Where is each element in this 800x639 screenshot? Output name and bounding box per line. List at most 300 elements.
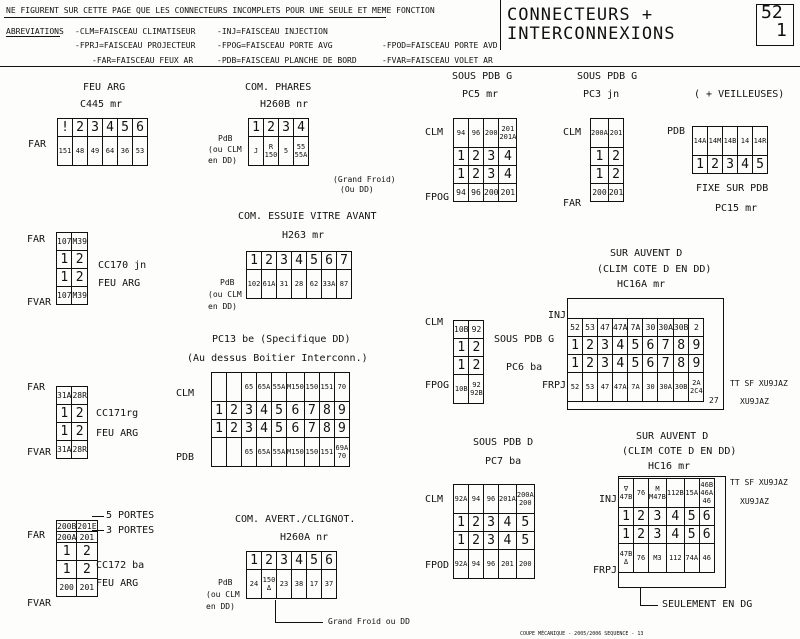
pc15-fixed: FIXE SUR PDB — [696, 183, 769, 194]
connector-cell: 5 — [272, 420, 287, 438]
connector-cell: 92A — [454, 485, 469, 514]
connector-cell: 3 — [649, 508, 667, 526]
connector-cell: 7A — [628, 319, 643, 337]
connector-cell: 200A 200 — [516, 485, 534, 514]
connector-cell: 2A 2C4 — [689, 373, 704, 402]
phares-side-1: PdB — [218, 134, 233, 143]
connector-cell: 36 — [118, 137, 133, 166]
hc16-frpj: FRPJ — [593, 565, 618, 576]
essuie-side-2: (ou CLM — [208, 290, 242, 299]
pc5-clm: CLM — [425, 127, 444, 138]
connector-cell: 24 — [247, 570, 262, 599]
connector-cell: 28 — [292, 270, 307, 299]
connector-cell: 5 — [516, 514, 534, 532]
connector-cell: 1 — [247, 552, 262, 570]
connector-cell: 200 — [484, 119, 499, 148]
connector-cell: 5 — [516, 532, 534, 550]
cc172-fvar: FVAR — [27, 598, 52, 609]
connector-cell: 107 — [57, 287, 72, 305]
avert-title: COM. AVERT./CLIGNOT. — [235, 514, 356, 525]
connector-cell: 8 — [673, 355, 688, 373]
connector-cell: 33A — [322, 270, 337, 299]
phares-side-3: en DD) — [208, 156, 237, 165]
feu-connector — [57, 118, 148, 166]
hc16-lead-v — [640, 588, 641, 605]
connector-cell: 30A — [658, 319, 673, 337]
cc172-3p-lead — [92, 530, 104, 531]
connector-cell: 3 — [723, 156, 738, 174]
connector-cell: 2 — [689, 319, 704, 337]
pc3-far: FAR — [563, 198, 582, 209]
hc16-note: SEULEMENT EN DG — [662, 599, 753, 610]
connector-cell — [212, 438, 227, 467]
pc7-clm: CLM — [425, 494, 444, 505]
pc13-title: PC13 be (Specifique DD) — [212, 334, 351, 345]
cc171-title: CC171rg — [96, 408, 139, 419]
connector-cell: 47A — [613, 373, 628, 402]
pc13-pdb: PDB — [176, 452, 195, 463]
connector-cell: 1 — [454, 339, 469, 357]
hc16-inj: INJ — [599, 494, 618, 505]
connector-cell: 30B — [673, 373, 688, 402]
hc16-tt-sf: TT SF XU9JAZ — [730, 478, 788, 487]
connector-cell: 4 — [294, 119, 309, 137]
connector-cell: 5 — [272, 402, 287, 420]
connector-cell: 4 — [257, 420, 272, 438]
connector-cell: 112B — [666, 479, 684, 508]
pc6-title: SOUS PDB G — [494, 334, 555, 345]
phares-ref: H260B nr — [260, 99, 309, 110]
connector-cell: 92 — [469, 321, 484, 339]
abbrev-inj: -INJ=FAISCEAU INJECTION — [217, 27, 328, 36]
connector-cell: 23 — [277, 570, 292, 599]
connector-cell: 1 — [249, 119, 264, 137]
connector-cell: 31A — [57, 387, 72, 405]
connector-cell: 1 — [57, 561, 77, 579]
avert-lead-v — [275, 600, 276, 622]
connector-cell: 30 — [643, 319, 658, 337]
abbrev-clm: -CLM=FAISCEAU CLIMATISEUR — [75, 27, 196, 36]
connector-cell: 28R — [72, 441, 87, 459]
connector-cell: 65A — [257, 373, 272, 402]
connector-cell: 3 — [484, 148, 499, 166]
connector-cell: 46B 46A 46 — [699, 479, 714, 508]
connector-cell: 53 — [133, 137, 148, 166]
connector-cell: 200A — [591, 119, 609, 148]
cc172-subtitle: FEU ARG — [96, 578, 139, 589]
hc16a-27: 27 — [709, 396, 719, 405]
connector-cell: 200 — [57, 579, 77, 597]
connector-cell: 96 — [484, 485, 499, 514]
cc172-far: FAR — [27, 530, 46, 541]
connector-cell: 1 — [57, 423, 72, 441]
abbrev-pdb: -PDB=FAISCEAU PLANCHE DE BORD — [217, 56, 357, 65]
connector-cell: 3 — [242, 420, 257, 438]
connector-cell: 2 — [72, 423, 87, 441]
connector-cell: 28R — [72, 387, 87, 405]
connector-cell: 7 — [658, 337, 673, 355]
connector-cell: 1 — [57, 543, 77, 561]
connector-cell: 4 — [499, 148, 517, 166]
connector-cell: 7 — [304, 402, 319, 420]
connector-cell: 92 92B — [469, 375, 484, 404]
connector-cell: 2 — [77, 543, 97, 561]
connector-cell: 1 — [57, 251, 72, 269]
connector-cell: 2 — [72, 405, 87, 423]
connector-cell: 8 — [673, 337, 688, 355]
pc15-connector — [692, 126, 768, 174]
connector-cell: 6 — [643, 355, 658, 373]
connector-cell: 1 — [568, 355, 583, 373]
connector-cell: 3 — [484, 166, 499, 184]
connector-cell: 1 — [212, 420, 227, 438]
connector-cell: 102 — [247, 270, 262, 299]
connector-cell: 4 — [738, 156, 753, 174]
hc16-lead-h — [640, 605, 658, 606]
connector-cell: 94 — [454, 119, 469, 148]
hc16a-subtitle: (CLIM COTE D EN DD) — [597, 264, 712, 275]
connector-cell: 2 — [583, 337, 598, 355]
connector-cell: 64 — [103, 137, 118, 166]
connector-cell: 47 — [598, 373, 613, 402]
connector-cell: 48 — [73, 137, 88, 166]
connector-cell: M150 — [287, 373, 305, 402]
connector-cell: 201 — [608, 119, 623, 148]
connector-cell: 94 — [454, 184, 469, 202]
phares-side-2: (ou CLM — [208, 145, 242, 154]
phares-note-2: (Ou DD) — [340, 185, 374, 194]
connector-cell: M150 — [287, 438, 305, 467]
connector-cell: 200 — [591, 184, 609, 202]
cc172-connector — [56, 520, 98, 597]
connector-cell: 150 — [304, 438, 319, 467]
cc171-connector — [56, 386, 88, 459]
pc5-connector — [453, 118, 517, 202]
essuie-title: COM. ESSUIE VITRE AVANT — [238, 211, 377, 222]
abbrev-fpog: -FPOG=FAISCEAU PORTE AVG — [217, 41, 333, 50]
connector-cell: 151 — [319, 373, 334, 402]
hc16a-frpj: FRPJ — [542, 380, 567, 391]
title-divider — [500, 0, 501, 50]
phares-title: COM. PHARES — [245, 82, 312, 93]
phares-note-1: (Grand Froid) — [333, 175, 396, 184]
connector-cell: 2 — [469, 532, 484, 550]
abbrev-fvar: -FVAR=FAISCEAU VOLET AR — [382, 56, 493, 65]
cc172-title: CC172 ba — [96, 560, 145, 571]
connector-cell: 14 — [738, 127, 753, 156]
connector-cell: M3 — [649, 544, 667, 573]
pc15-ref: PC15 mr — [715, 203, 758, 214]
connector-cell: 2 — [77, 561, 97, 579]
connector-cell: 151 — [58, 137, 73, 166]
connector-cell: 65A — [257, 438, 272, 467]
connector-cell: 200 — [484, 184, 499, 202]
connector-cell: 47A — [613, 319, 628, 337]
pc5-title: SOUS PDB G — [452, 71, 513, 82]
connector-cell: 2 — [73, 119, 88, 137]
pc13-connector — [211, 372, 350, 467]
connector-cell: ∇ 47B — [619, 479, 634, 508]
hc16a-xu9jaz: XU9JAZ — [740, 397, 769, 406]
connector-cell: 9 — [689, 355, 704, 373]
hc16-xu9jaz: XU9JAZ — [740, 497, 769, 506]
connector-cell: 4 — [499, 166, 517, 184]
essuie-connector — [246, 251, 352, 299]
notice-text: NE FIGURENT SUR CETTE PAGE QUE LES CONNECTEURS INCOMPLETS POUR UNE SEULE ET MEME FONCTION — [6, 6, 435, 15]
connector-cell: 150 Δ — [262, 570, 277, 599]
connector-cell: 5 — [628, 337, 643, 355]
connector-cell: 14B — [723, 127, 738, 156]
pc6-clm: CLM — [425, 317, 444, 328]
cc170-title: CC170 jn — [98, 260, 147, 271]
connector-cell: 6 — [322, 252, 337, 270]
connector-cell — [227, 438, 242, 467]
connector-cell: 1 — [693, 156, 708, 174]
connector-cell: 87 — [337, 270, 352, 299]
connector-cell: 3 — [484, 532, 499, 550]
connector-cell: 4 — [499, 532, 517, 550]
connector-cell: 2 — [469, 357, 484, 375]
connector-cell: 47 — [598, 319, 613, 337]
pc7-title: SOUS PDB D — [473, 437, 534, 448]
connector-cell: 96 — [469, 184, 484, 202]
pc13-clm: CLM — [176, 388, 195, 399]
connector-cell: 201E — [77, 521, 97, 531]
pc7-fpod: FPOD — [425, 560, 450, 571]
connector-cell: 5 — [307, 252, 322, 270]
connector-cell: 150 — [304, 373, 319, 402]
connector-cell: 4 — [103, 119, 118, 137]
connector-cell: 3 — [279, 119, 294, 137]
connector-cell: 55A — [272, 438, 287, 467]
avert-lead-h — [275, 622, 323, 623]
connector-cell: 5 — [118, 119, 133, 137]
connector-cell: 2 — [72, 269, 87, 287]
connector-cell: 94 — [469, 550, 484, 579]
connector-cell: 2 — [227, 420, 242, 438]
connector-cell: 65 — [242, 438, 257, 467]
hc16a-inj: INJ — [548, 310, 567, 321]
connector-cell: 55 55A — [294, 137, 309, 166]
connector-cell: 4 — [292, 252, 307, 270]
cc172-5portes: 5 PORTES — [106, 510, 155, 521]
cc170-subtitle: FEU ARG — [98, 278, 141, 289]
connector-cell: 52 — [568, 319, 583, 337]
connector-cell: 3 — [484, 514, 499, 532]
connector-cell: 46 — [699, 544, 714, 573]
connector-cell: 5 — [753, 156, 768, 174]
connector-cell: 201 — [77, 532, 97, 543]
connector-cell: 38 — [292, 570, 307, 599]
connector-cell: 15A — [684, 479, 699, 508]
pc6-ref: PC6 ba — [506, 362, 543, 373]
abbrev-far: -FAR=FAISCEAU FEUX AR — [92, 56, 194, 65]
connector-cell: 8 — [319, 402, 334, 420]
cc171-far: FAR — [27, 382, 46, 393]
connector-cell: M39 — [72, 233, 87, 251]
footer-text: COUPE MÉCANIQUE - 2005/2006 SEQUENCE - 13 — [520, 631, 644, 637]
connector-cell: 10B — [454, 375, 469, 404]
connector-cell: 4 — [257, 402, 272, 420]
hc16a-ref: HC16A mr — [617, 279, 666, 290]
connector-cell: 92A — [454, 550, 469, 579]
hc16-subtitle: (CLIM COTE D EN DD) — [622, 446, 737, 457]
pc6-connector — [453, 320, 484, 404]
connector-cell: 4 — [613, 355, 628, 373]
connector-cell: 1 — [454, 532, 469, 550]
connector-cell: 6 — [699, 508, 714, 526]
connector-cell: 2 — [634, 508, 649, 526]
connector-cell: 201 — [499, 550, 517, 579]
connector-cell: 201 — [77, 579, 97, 597]
connector-cell: 1 — [57, 269, 72, 287]
connector-cell: 3 — [88, 119, 103, 137]
connector-cell: 9 — [334, 402, 349, 420]
hc16-connector — [618, 478, 715, 573]
connector-cell: 2 — [583, 355, 598, 373]
avert-note: Grand Froid ou DD — [328, 617, 410, 626]
hc16a-connector — [567, 318, 704, 402]
connector-cell: 53 — [583, 319, 598, 337]
pc5-fpog: FPOG — [425, 192, 450, 203]
connector-cell: 4 — [613, 337, 628, 355]
connector-cell: 3 — [277, 552, 292, 570]
page-number: 52 — [761, 2, 783, 23]
connector-cell: 14R — [753, 127, 768, 156]
connector-cell: 3 — [242, 402, 257, 420]
connector-cell: 1 — [619, 526, 634, 544]
connector-cell: 2 — [469, 166, 484, 184]
connector-cell: 5 — [307, 552, 322, 570]
connector-cell: 31A — [57, 441, 72, 459]
connector-cell: 1 — [57, 405, 72, 423]
connector-cell: 1 — [212, 402, 227, 420]
cc171-subtitle: FEU ARG — [96, 428, 139, 439]
connector-cell: 1 — [454, 166, 469, 184]
connector-cell: 4 — [666, 526, 684, 544]
connector-cell: 112 — [666, 544, 684, 573]
pc6-fpog: FPOG — [425, 380, 450, 391]
connector-cell: 62 — [307, 270, 322, 299]
connector-cell: 2 — [264, 119, 279, 137]
connector-cell: 1 — [619, 508, 634, 526]
avert-side-3: en DD) — [206, 602, 235, 611]
hc16a-tt-sf: TT SF XU9JAZ — [730, 379, 788, 388]
essuie-side-3: en DD) — [208, 302, 237, 311]
pc7-ref: PC7 ba — [485, 456, 522, 467]
connector-cell: 1 — [454, 148, 469, 166]
connector-cell: 96 — [484, 550, 499, 579]
connector-cell: 76 — [634, 544, 649, 573]
connector-cell: 107 — [57, 233, 72, 251]
avert-connector — [246, 551, 337, 599]
cc172-5p-lead — [92, 516, 104, 517]
connector-cell: 201 201A — [499, 119, 517, 148]
connector-cell: 61A — [262, 270, 277, 299]
connector-cell: M M47B — [649, 479, 667, 508]
connector-cell: 76 — [634, 479, 649, 508]
connector-cell: 7A — [628, 373, 643, 402]
connector-cell: 5 — [684, 526, 699, 544]
connector-cell — [227, 373, 242, 402]
pc5-ref: PC5 mr — [462, 89, 499, 100]
essuie-side-1: PdB — [220, 278, 235, 287]
connector-cell: 2 — [608, 148, 623, 166]
connector-cell: 151 — [319, 438, 334, 467]
connector-cell: 55A — [272, 373, 287, 402]
hc16a-title: SUR AUVENT D — [610, 248, 683, 259]
cc172-3portes: 3 PORTES — [106, 525, 155, 536]
feu-ref: C445 mr — [80, 99, 123, 110]
connector-cell: 6 — [287, 402, 305, 420]
page-sub-number: 1 — [776, 20, 787, 41]
connector-cell: 201 — [499, 184, 517, 202]
abbrev-underline — [6, 36, 60, 37]
connector-cell: 10B — [454, 321, 469, 339]
connector-cell: 1 — [591, 148, 609, 166]
pc3-clm: CLM — [563, 127, 582, 138]
connector-cell: 6 — [699, 526, 714, 544]
connector-cell: 1 — [591, 166, 609, 184]
connector-cell: 2 — [72, 251, 87, 269]
essuie-ref: H263 mr — [282, 230, 325, 241]
connector-cell: 2 — [634, 526, 649, 544]
connector-cell: 6 — [287, 420, 305, 438]
connector-cell: 31 — [277, 270, 292, 299]
connector-cell: 9 — [689, 337, 704, 355]
connector-cell: 6 — [133, 119, 148, 137]
abbrev-label: ABREVIATIONS — [6, 27, 64, 36]
cc170-fvar: FVAR — [27, 297, 52, 308]
connector-cell — [212, 373, 227, 402]
connector-cell: 2 — [469, 148, 484, 166]
connector-cell: 14M — [708, 127, 723, 156]
connector-cell: 1 — [568, 337, 583, 355]
pc7-connector — [453, 484, 535, 579]
connector-cell: 2 — [708, 156, 723, 174]
connector-cell: 5 — [684, 508, 699, 526]
hc16-title: SUR AUVENT D — [636, 431, 709, 442]
connector-cell: 17 — [307, 570, 322, 599]
connector-cell: 201 — [608, 184, 623, 202]
connector-cell: M39 — [72, 287, 87, 305]
connector-cell: 94 — [469, 485, 484, 514]
connector-cell: 37 — [322, 570, 337, 599]
connector-cell: 200 — [516, 550, 534, 579]
connector-cell: 1 — [454, 357, 469, 375]
avert-side-1: PdB — [218, 578, 233, 587]
connector-cell: 3 — [598, 337, 613, 355]
avert-side-2: (ou CLM — [206, 590, 240, 599]
connector-cell: 69A 70 — [334, 438, 349, 467]
connector-cell: 9 — [334, 420, 349, 438]
abbrev-fpod: -FPOD=FAISCEAU PORTE AVD — [382, 41, 498, 50]
pc3-ref: PC3 jn — [583, 89, 620, 100]
connector-cell: 14A — [693, 127, 708, 156]
avert-ref: H260A nr — [280, 532, 329, 543]
abbrev-fprj: -FPRJ=FAISCEAU PROJECTEUR — [75, 41, 196, 50]
connector-cell: 30B — [673, 319, 688, 337]
cc171-fvar: FVAR — [27, 447, 52, 458]
connector-cell: 2 — [262, 252, 277, 270]
phares-connector — [248, 118, 309, 166]
cc170-connector — [56, 232, 88, 305]
pc15-pdb: PDB — [667, 126, 686, 137]
connector-cell: 74A — [684, 544, 699, 573]
connector-cell: 4 — [292, 552, 307, 570]
connector-cell: 2 — [608, 166, 623, 184]
pc13-subtitle: (Au dessus Boitier Interconn.) — [187, 353, 368, 364]
